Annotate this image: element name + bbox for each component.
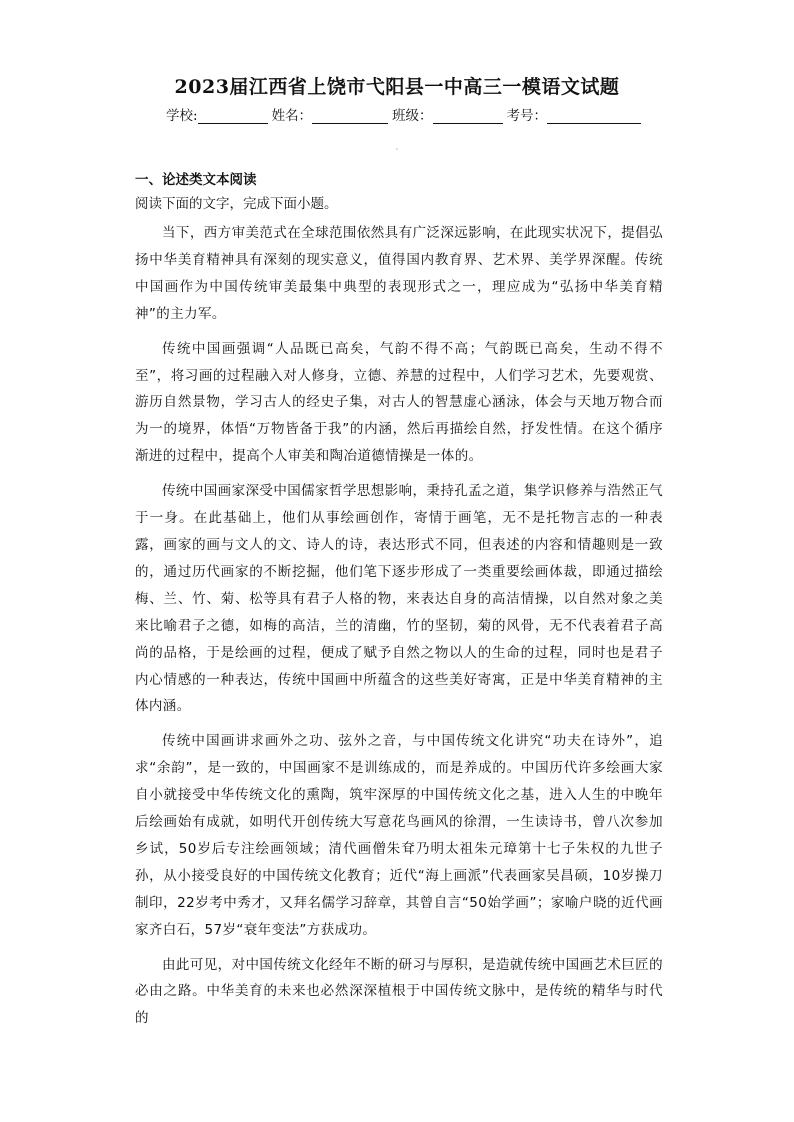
name-blank[interactable] bbox=[312, 109, 388, 124]
id-blank[interactable] bbox=[547, 109, 641, 124]
page-title: 2023届江西省上饶市弋阳县一中高三一模语文试题 bbox=[174, 76, 620, 98]
name-label: 姓名： bbox=[271, 108, 313, 124]
class-label: 班级： bbox=[392, 108, 433, 124]
student-info-row bbox=[166, 104, 645, 124]
scan-artifact bbox=[396, 148, 398, 150]
school-blank[interactable] bbox=[198, 109, 268, 124]
class-blank[interactable] bbox=[433, 109, 503, 124]
reading-passage bbox=[135, 220, 663, 1040]
paragraph: 当下，西方审美范式在全球范围依然具有广泛深远影响，在此现实状况下，提倡弘扬中华美育精神具有深刻的现实意义，值得国内教育界、艺术界、美学界深醒。传统中国画作为中国传统审美最集中典型的表现形式之一，理应成为“弘扬中华美育精神”的主力军。 bbox=[135, 225, 663, 322]
paragraph: 传统中国画讲求画外之功、弦外之音，与中国传统文化讲究“功夫在诗外”，追求“余韵”，是一致的，中国画家不是训练成的，而是养成的。中国历代许多绘画大家自小就接受中华传统文化的熏陶，筑牢深厚的中国传统文化之基，进入人生的中晚年后绘画始有成就，如明代开创传统大写意花鸟画风的徐渭，一生读诗书，曾八次参加乡试，50岁后专注绘画领域；清代画僧朱耷乃明太祖朱元璋第十七子朱权的九世子孙，从小接受良好的中国传统文化教育；近代“海上画派”代表画家吴昌硕，10岁操刀制印，22岁考中秀才，又拜名儒学习辞章，其曾自言“50始学画”；家喻户晓的近代画家齐白石，57岁“衰年变法”方获成功。 bbox=[135, 733, 663, 938]
section-instruction: 阅读下面的文字，完成下面小题。 bbox=[135, 196, 338, 212]
paragraph: 传统中国画家深受中国儒家哲学思想影响，秉持孔孟之道，集学识修养与浩然正气于一身。在此基础上，他们从事绘画创作，寄情于画笔，无不是托物言志的一种表露，画家的画与文人的文、诗人的诗，表达形式不同，但表述的内容和情趣则是一致的，通过历代画家的不断挖掘，他们笔下逐步形成了一类重要绘画体裁，即通过描绘梅、兰、竹、菊、松等具有君子人格的物，来表达自身的高洁情操，以自然对象之美来比喻君子之德，如梅的高洁，兰的清幽，竹的坚韧，菊的风骨，无不代表着君子高尚的品格，于是绘画的过程，便成了赋予自然之物以人的生命的过程，同时也是君子内心情感的一种表达，传统中国画中所蕴含的这些美好寄寓，正是中华美育精神的主体内涵。 bbox=[135, 483, 663, 715]
section-heading: 一、论述类文本阅读 bbox=[135, 172, 257, 188]
paragraph: 由此可见，对中国传统文化经年不断的研习与厚积，是造就传统中国画艺术巨匠的必由之路。中华美育的未来也必然深深植根于中国传统文脉中，是传统的精华与时代的 bbox=[135, 956, 663, 1027]
id-label: 考号： bbox=[506, 108, 548, 124]
paragraph: 传统中国画强调“人品既已高矣，气韵不得不高；气韵既已高矣，生动不得不至”，将习画的过程融入对人修身，立德、养慧的过程中，人们学习艺术，先要观赏、游历自然景物，学习古人的经史子集，对古人的智慧虚心涵泳，体会与天地万物合而为一的境界，体悟“万物皆备于我”的内涵，然后再描绘自然，抒发性情。在这个循序渐进的过程中，提高个人审美和陶冶道德情操是一体的。 bbox=[135, 340, 663, 465]
school-label: 学校: bbox=[166, 108, 198, 124]
